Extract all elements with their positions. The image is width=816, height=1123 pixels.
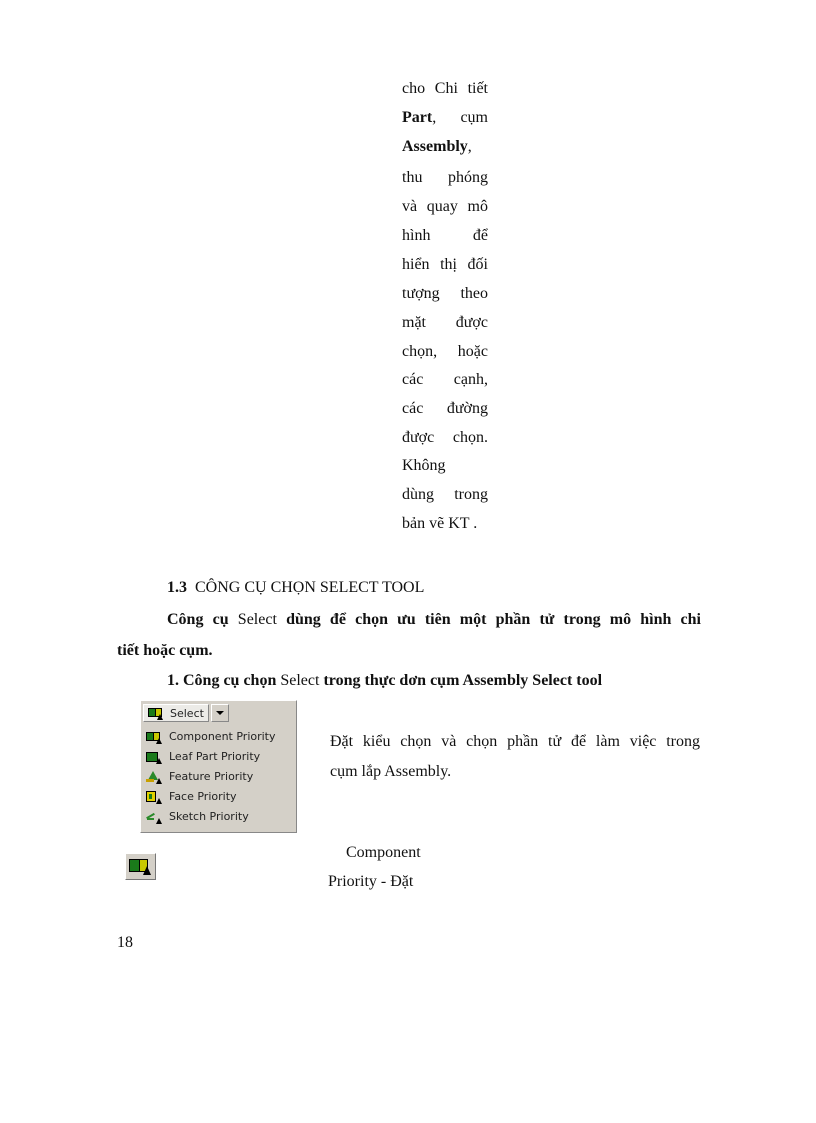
menu-item-sketch-priority[interactable] <box>145 808 293 826</box>
intro-line-2-text: tiết hoặc cụm. <box>117 642 213 659</box>
column-line-pre: chọn, hoặc <box>402 343 488 360</box>
column-line <box>402 197 488 217</box>
menu-item-label: Leaf Part Priority <box>169 750 261 763</box>
item-1-bold-2: trong thực dơn cụm Assembly Select tool <box>323 672 603 689</box>
section-title: CÔNG CỤ CHỌN SELECT TOOL <box>195 579 425 596</box>
component-priority-large-icon <box>125 853 156 880</box>
select-toolbar[interactable] <box>143 704 231 722</box>
select-button[interactable] <box>143 704 209 722</box>
select-priority-menu <box>140 700 297 833</box>
intro-bold-2: dùng để chọn ưu tiên một phần tử trong mô hình chi <box>286 611 702 628</box>
column-line-pre: mặt được <box>402 314 488 331</box>
column-line-pre: hình để <box>402 227 488 244</box>
column-line-pre: Không <box>402 457 446 474</box>
component-text-line-1: Component <box>346 844 421 861</box>
menu-desc-line-1: Đặt kiểu chọn và chọn phần tử để làm việc trong <box>330 733 700 750</box>
menu-item-label: Sketch Priority <box>169 810 249 823</box>
column-line-pre: dùng trong <box>402 486 488 503</box>
item-1-normal: Select <box>276 672 324 689</box>
face-priority-icon <box>145 789 163 805</box>
column-line-pre: tượng theo <box>402 285 488 302</box>
section-number: 1.3 <box>167 579 187 596</box>
menu-item-component-priority[interactable] <box>145 728 293 746</box>
column-line-pre: hiển thị đối <box>402 256 488 273</box>
column-line <box>402 399 488 419</box>
column-line <box>402 370 488 390</box>
column-line <box>402 79 488 99</box>
component-priority-icon <box>145 729 163 745</box>
intro-line-1 <box>167 609 701 631</box>
section-heading <box>167 577 424 599</box>
column-line <box>402 485 488 505</box>
intro-line-2 <box>117 640 213 662</box>
feature-priority-icon <box>145 769 163 785</box>
menu-item-label: Feature Priority <box>169 770 254 783</box>
sketch-priority-icon <box>145 809 163 825</box>
column-line <box>402 428 488 448</box>
intro-normal-1: Select <box>228 611 287 628</box>
column-line <box>402 226 488 246</box>
column-line-pre: được chọn. <box>402 429 488 446</box>
menu-desc-line-2: cụm lắp Assembly. <box>330 763 452 780</box>
item-1-bold-1: 1. Công cụ chọn <box>167 672 277 689</box>
column-line <box>402 313 488 333</box>
column-line <box>402 514 488 534</box>
page-number: 18 <box>117 934 133 951</box>
column-line-pre: cho Chi tiết <box>402 80 488 97</box>
column-line <box>402 456 488 476</box>
menu-item-label: Face Priority <box>169 790 237 803</box>
column-line <box>402 342 488 362</box>
column-line <box>402 168 488 188</box>
column-line-bold: Assembly <box>402 138 468 155</box>
menu-item-leaf-part-priority[interactable] <box>145 748 293 766</box>
item-1-heading <box>167 670 602 692</box>
column-line <box>402 137 488 157</box>
column-line <box>402 108 488 128</box>
select-dropdown-arrow[interactable] <box>211 704 229 722</box>
menu-item-face-priority[interactable] <box>145 788 293 806</box>
menu-item-label: Component Priority <box>169 730 276 743</box>
column-line-bold: Part <box>402 109 433 126</box>
column-line-post: , cụm <box>432 109 488 126</box>
column-line-post: , <box>467 138 472 155</box>
intro-bold-1: Công cụ <box>167 611 229 628</box>
column-line-pre: các cạnh, <box>402 371 488 388</box>
column-line-pre: thu phóng <box>402 169 488 186</box>
select-label: Select <box>170 707 204 720</box>
column-line <box>402 255 488 275</box>
column-line <box>402 284 488 304</box>
column-line-pre: bản vẽ KT . <box>402 515 478 532</box>
leaf-part-priority-icon <box>145 749 163 765</box>
component-text-line-2: Priority - Đặt <box>328 873 414 890</box>
menu-item-feature-priority[interactable] <box>145 768 293 786</box>
select-tool-icon <box>147 705 165 721</box>
column-line-pre: các đường <box>402 400 488 417</box>
column-line-pre: và quay mô <box>402 198 488 215</box>
